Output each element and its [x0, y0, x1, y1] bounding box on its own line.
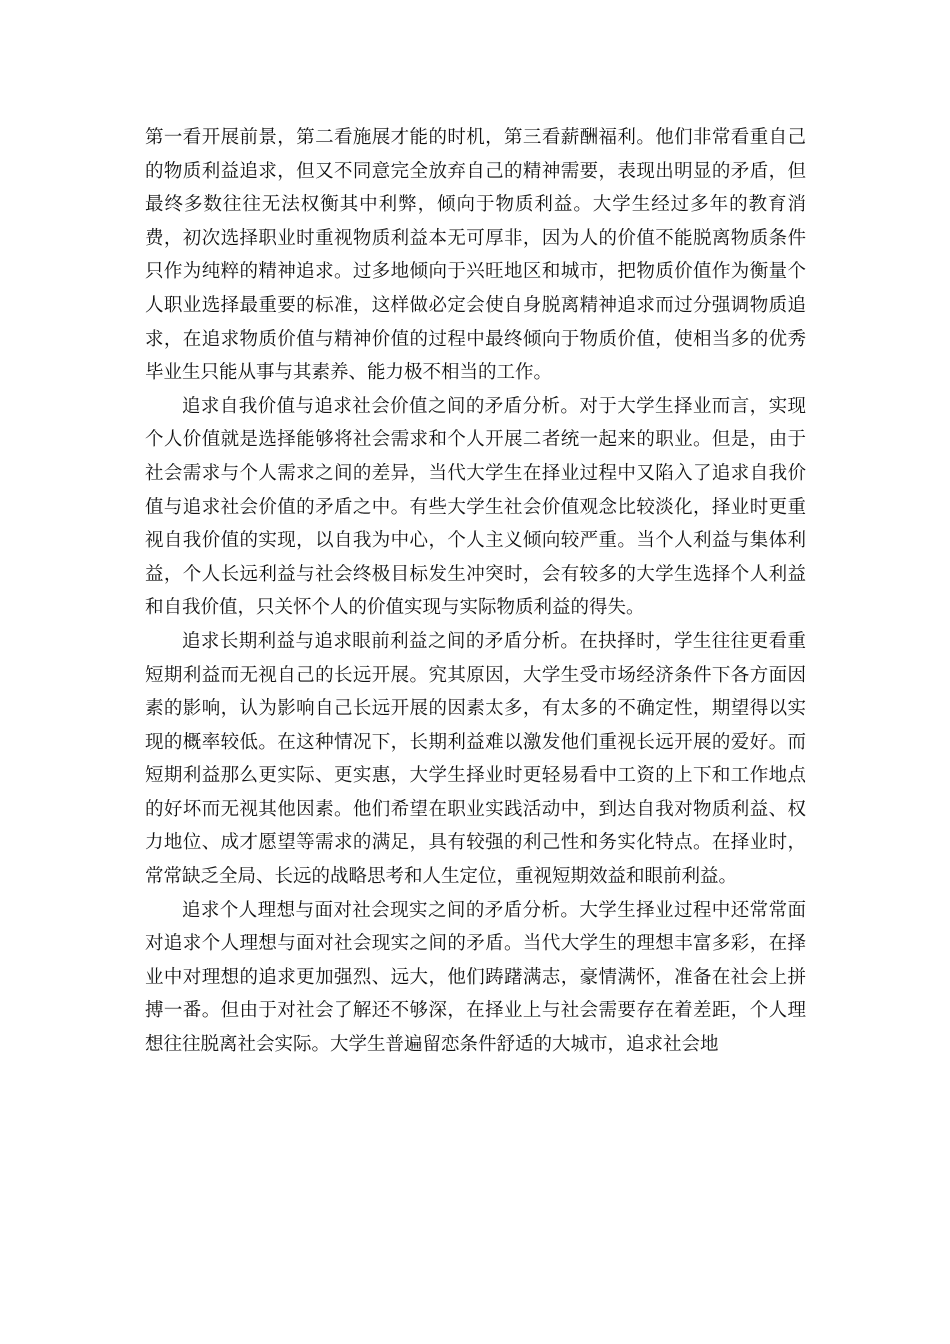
paragraph-4: 追求个人理想与面对社会现实之间的矛盾分析。大学生择业过程中还常常面对追求个人理想与面对社会现实之间的矛盾。当代大学生的理想丰富多彩，在择业中对理想的追求更加强烈、远大，他们踌躇满志，豪情满怀，准备在社会上拼搏一番。但由于对社会了解还不够深，在择业上与社会需要存在着差距，个人理想往往脱离社会实际。大学生普遍留恋条件舒适的大城市，追求社会地	[145, 899, 806, 1056]
paragraph-3: 追求长期利益与追求眼前利益之间的矛盾分析。在抉择时，学生往往更看重短期利益而无视自己的长远开展。究其原因，大学生受市场经济条件下各方面因素的影响，认为影响自己长远开展的因素太多，有太多的不确定性，期望得以实现的概率较低。在这种情况下，长期利益难以激发他们重视长远开展的爱好。而短期利益那么更实际、更实惠，大学生择业时更轻易看中工资的上下和工作地点的好坏而无视其他因素。他们希望在职业实践活动中，到达自我对物质利益、权力地位、成才愿望等需求的满足，具有较强的利己性和务实化特点。在择业时，常常缺乏全局、长远的战略思考和人生定位，重视短期效益和眼前利益。	[145, 630, 806, 888]
document-body	[145, 121, 806, 1062]
paragraph-2: 追求自我价值与追求社会价值之间的矛盾分析。对于大学生择业而言，实现个人价值就是选择能够将社会需求和个人开展二者统一起来的职业。但是，由于社会需求与个人需求之间的差异，当代大学生在择业过程中又陷入了追求自我价值与追求社会价值的矛盾之中。有些大学生社会价值观念比较淡化，择业时更重视自我价值的实现，以自我为中心，个人主义倾向较严重。当个人利益与集体利益，个人长远利益与社会终极目标发生冲突时，会有较多的大学生选择个人利益和自我价值，只关怀个人的价值实现与实际物质利益的得失。	[145, 395, 806, 619]
paragraph-1: 第一看开展前景，第二看施展才能的时机，第三看薪酬福利。他们非常看重自己的物质利益追求，但又不同意完全放弃自己的精神需要，表现出明显的矛盾，但最终多数往往无法权衡其中利弊，倾向于物质利益。大学生经过多年的教育消费，初次选择职业时重视物质利益本无可厚非，因为人的价值不能脱离物质条件只作为纯粹的精神追求。过多地倾向于兴旺地区和城市，把物质价值作为衡量个人职业选择最重要的标准，这样做必定会使自身脱离精神追求而过分强调物质追求，在追求物质价值与精神价值的过程中最终倾向于物质价值，使相当多的优秀毕业生只能从事与其素养、能力极不相当的工作。	[145, 127, 806, 384]
